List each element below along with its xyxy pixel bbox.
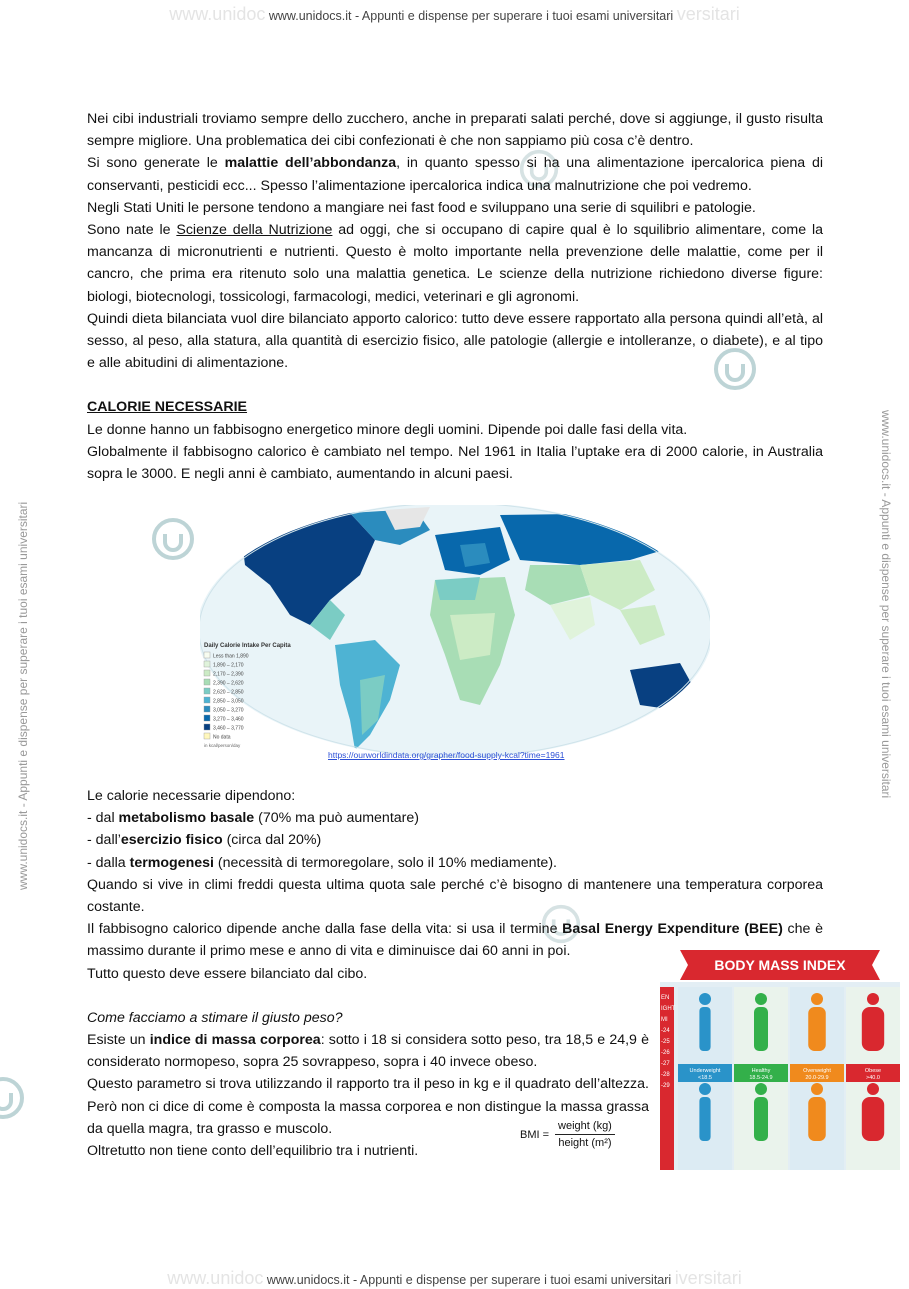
page-header bbox=[0, 4, 909, 25]
bmi-category-name: Healthy bbox=[751, 1068, 771, 1074]
list-item: - dal metabolismo basale (70% ma può aumentare) bbox=[87, 810, 419, 827]
header-ghost-left: www.unidoc bbox=[169, 4, 266, 24]
legend-label: 1,890 – 2,170 bbox=[213, 662, 244, 669]
legend-swatch bbox=[204, 706, 210, 712]
legend-swatch bbox=[204, 688, 210, 694]
document-body bbox=[87, 108, 823, 485]
bmi-side-label: EN bbox=[661, 995, 670, 1001]
header-ghost-right: versitari bbox=[676, 4, 740, 24]
footer-text[interactable]: www.unidocs.it - Appunti e dispense per superare i tuoi esami universitari bbox=[266, 1273, 672, 1287]
bmi-side-label: -25 bbox=[661, 1039, 670, 1045]
unidocs-logo-icon bbox=[150, 516, 196, 562]
legend-label: 3,460 – 3,770 bbox=[213, 725, 244, 732]
legend-label: Less than 1,890 bbox=[213, 653, 249, 660]
paragraph: Tutto questo deve essere bilanciato dal cibo. bbox=[87, 965, 368, 982]
paragraph: Negli Stati Uniti le persone tendono a mangiare nei fast food e sviluppano una serie di squilibri e patologie. bbox=[87, 199, 756, 216]
list-item: - dall’esercizio fisico (circa dal 20%) bbox=[87, 832, 322, 849]
underlined-term: Scienze della Nutrizione bbox=[176, 222, 333, 239]
legend-label: No data bbox=[213, 734, 231, 741]
header-text[interactable]: www.unidocs.it - Appunti e dispense per superare i tuoi esami universitari bbox=[268, 9, 674, 23]
paragraph: Sono nate le Scienze della Nutrizione ad oggi, che si occupano di capire qual è lo squilibrio alimentare, come la mancanza di micronutrienti e nutrienti. Questo è molto importante nella prevenzione delle malattie, come per il cancro, che prima era ritenuto solo una malattia genetica. Le scienze della nutrizione richiedono diverse figure: biologi, biotecnologi, tossicologi, farmacologi, medici, veterinari e gli agronomi. bbox=[87, 222, 823, 305]
bmi-figure-underweight bbox=[699, 1083, 711, 1141]
paragraph: Le donne hanno un fabbisogno energetico minore degli uomini. Dipende poi dalle fasi della vita. bbox=[87, 421, 688, 438]
bmi-side-label: -26 bbox=[661, 1050, 670, 1056]
paragraph: Quindi dieta bilanciata vuol dire bilanciato apporto calorico: tutto deve essere rapportato alla persona quindi all’età, al sesso, al peso, alla statura, alla quantità di esercizio fisico, alle patologie (allergie e intolleranze, o diabete), e al tipo e alle abitudini di alimentazione. bbox=[87, 310, 823, 372]
legend-swatch bbox=[204, 697, 210, 703]
footer-ghost-left: www.unidoc bbox=[167, 1268, 264, 1288]
footer-ghost-right: iversitari bbox=[674, 1268, 742, 1288]
legend-label: 2,170 – 2,390 bbox=[213, 671, 244, 678]
legend-label: 3,050 – 3,270 bbox=[213, 707, 244, 714]
paragraph: Le calorie necessarie dipendono: bbox=[87, 788, 296, 804]
legend-swatch bbox=[204, 724, 210, 730]
legend-label: 2,390 – 2,620 bbox=[213, 680, 244, 687]
bmi-side-label: -28 bbox=[661, 1072, 670, 1078]
bmi-side-label: -29 bbox=[661, 1083, 670, 1089]
legend-swatch bbox=[204, 652, 210, 658]
side-watermark-right: www.unidocs.it - Appunti e dispense per superare i tuoi esami universitari bbox=[879, 410, 893, 799]
legend-swatch bbox=[204, 661, 210, 667]
legend-swatch bbox=[204, 670, 210, 676]
bmi-side-label: -27 bbox=[661, 1061, 670, 1067]
bmi-title: BODY MASS INDEX bbox=[714, 957, 846, 973]
bmi-figure-healthy bbox=[754, 1083, 768, 1141]
bmi-category-name: Overweight bbox=[803, 1068, 831, 1074]
bmi-category-name: Underweight bbox=[689, 1068, 721, 1074]
list-item: - dalla termogenesi (necessità di termoregolare, solo il 10% mediamente). bbox=[87, 854, 557, 871]
legend-unit: in kcal/person/day bbox=[204, 743, 241, 748]
legend-label: 3,270 – 3,460 bbox=[213, 716, 244, 723]
paragraph: Esiste un indice di massa corporea: sotto i 18 si considera sotto peso, tra 18,5 e 24,9 è considerato normopeso, sopra 25 sovrappeso, sopra i 40 invece obeso. bbox=[87, 1032, 649, 1071]
world-calorie-map bbox=[200, 505, 710, 763]
italic-question: Come facciamo a stimare il giusto peso? bbox=[87, 1009, 343, 1026]
map-source-link[interactable]: https://ourworldindata.org/grapher/food-supply-kcal?time=1961 bbox=[328, 750, 565, 760]
paragraph: Il fabbisogno calorico dipende anche dalla fase della vita: si usa il termine Basal Energy Expenditure (BEE) che è massimo durante il primo mese e anno di vita e diminuisce dai 60 anni in poi. bbox=[87, 921, 823, 960]
paragraph: Nei cibi industriali troviamo sempre dello zucchero, anche in preparati salati perché, dove si aggiunge, il gusto risulta sempre migliore. Una problematica dei cibi confezionati è che non sappiamo più cosa c’è dentro. bbox=[87, 111, 823, 150]
unidocs-logo-icon bbox=[0, 1075, 26, 1121]
bmi-category-range: <18.5 bbox=[698, 1075, 712, 1081]
paragraph: Si sono generate le malattie dell’abbondanza, in quanto spesso si ha una alimentazione ipercalorica piena di conservanti, pesticidi ecc... Spesso l’alimentazione ipercalorica indica una malnutrizione che poi vedremo. bbox=[87, 155, 823, 194]
bmi-side-label: IGHT bbox=[661, 1006, 676, 1012]
bmi-figure-underweight bbox=[699, 993, 711, 1051]
paragraph: Globalmente il fabbisogno calorico è cambiato nel tempo. Nel 1961 in Italia l’uptake era di 2000 calorie, in Australia sopra le 3000. E negli anni è cambiato, aumentando in alcuni paesi. bbox=[87, 443, 823, 483]
legend-swatch bbox=[204, 679, 210, 685]
bold-term: malattie dell’abbondanza bbox=[224, 155, 397, 172]
paragraph: Questo parametro si trova utilizzando il rapporto tra il peso in kg e il quadrato dell’altezza. Però non ci dice di come è composta la massa corporea e non distingue la massa grassa da quella magra, tra grasso e muscolo. bbox=[87, 1076, 649, 1137]
legend-swatch bbox=[204, 733, 210, 739]
bmi-figure-healthy bbox=[754, 993, 768, 1051]
legend-swatch bbox=[204, 715, 210, 721]
bmi-category-range: >40.0 bbox=[866, 1075, 880, 1081]
paragraph: Quando si vive in climi freddi questa ultima quota sale perché c’è bisogno di mantenere una temperatura corporea costante. bbox=[87, 876, 823, 916]
bmi-side-label: -24 bbox=[661, 1028, 670, 1034]
bmi-infographic bbox=[660, 947, 900, 1170]
legend-label: 2,620 – 2,850 bbox=[213, 689, 244, 696]
bmi-category-name: Obese bbox=[864, 1068, 882, 1074]
side-watermark-left: www.unidocs.it - Appunti e dispense per superare i tuoi esami universitari bbox=[16, 501, 30, 890]
bmi-side-label: MI bbox=[661, 1017, 668, 1023]
legend-label: 2,850 – 3,050 bbox=[213, 698, 244, 705]
section-heading: CALORIE NECESSARIE bbox=[87, 399, 248, 416]
bmi-category-range: 20.0-29.9 bbox=[805, 1075, 829, 1081]
svg-text:Daily Calorie Intake Per Capit: Daily Calorie Intake Per Capita bbox=[204, 643, 291, 649]
bmi-category-range: 18.5-24.9 bbox=[749, 1075, 773, 1081]
bmi-formula: BMI = $\frac{\text{weight (kg)}}{\text{height (m²)}}$ bbox=[520, 1120, 615, 1149]
paragraph: Oltretutto non tiene conto dell’equilibrio tra i nutrienti. bbox=[87, 1143, 419, 1160]
